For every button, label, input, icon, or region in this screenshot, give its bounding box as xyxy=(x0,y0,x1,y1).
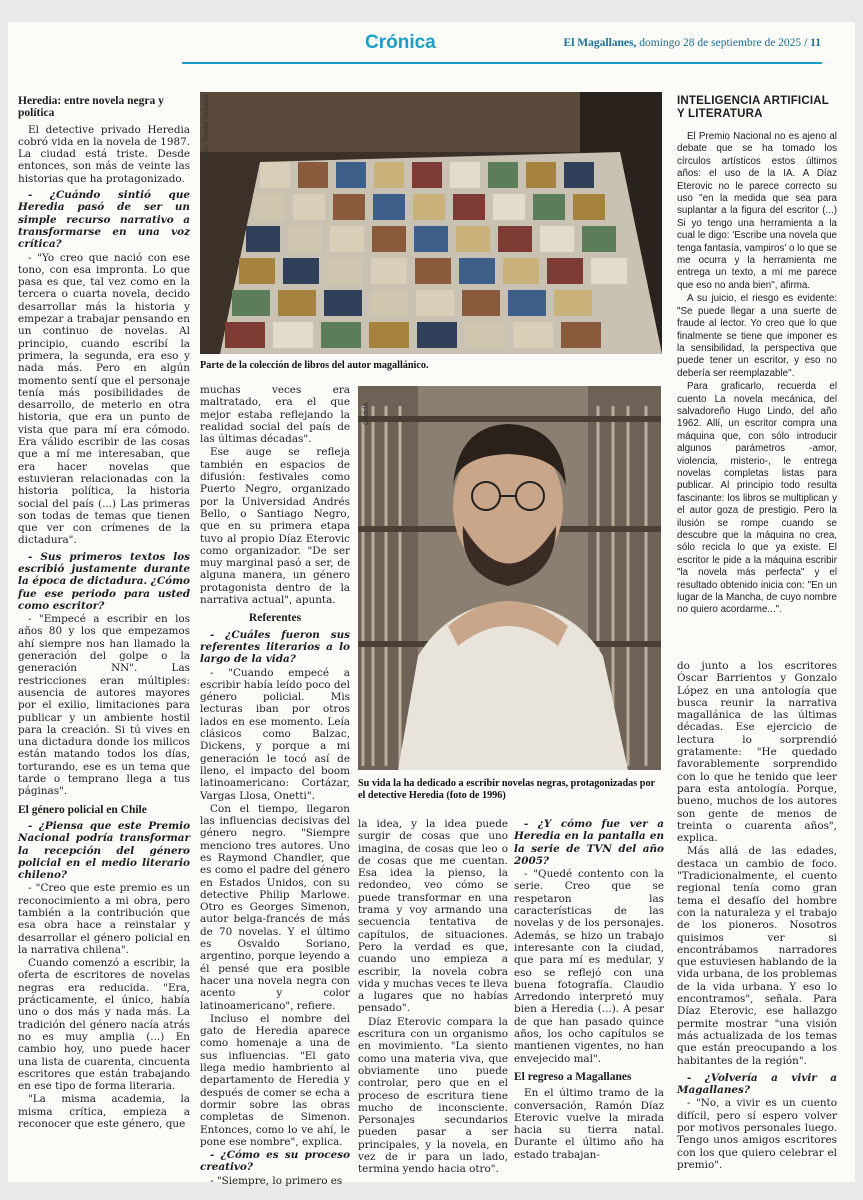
book-cover xyxy=(503,258,539,284)
paragraph: Cuando comenzó a escribir, la oferta de escritores de novelas negras era reducida. "Era, prácticamente, el único, había uno o dos más y nada más. La tradición del género nacía atrás no es muy amplia (...) En cambio hoy, uno puede hacer una lista de cuarenta, cincuenta escritores que están trabajando en ese tipo de forma literaria. xyxy=(18,957,190,1093)
book-cover xyxy=(462,290,500,316)
header-dateline xyxy=(564,37,821,49)
answer: - "No, a vivir es un cuento difícil, pero sí espero volver por motivos personales luego. Tengo unos amigos escritores con los que quiero celebrar el premio". xyxy=(677,1097,837,1171)
issue-date: domingo 28 de septiembre de 2025 xyxy=(639,37,802,49)
photo-credit: Cedida xyxy=(363,402,370,425)
paragraph: do junto a los escritores Óscar Barrientos y Gonzalo López en una antología que busca reunir la narrativa magallánica de las últimas décadas. Ese ejercicio de lectura lo sorprendió gratamente: "He quedado favorablemente sorprendido con lo que he tenido que leer para esta antología. Porque, bueno, muchos de los autores son gente de menos de treinta o cuarenta años", explica. xyxy=(677,660,837,845)
book-cover xyxy=(533,194,565,220)
subheading: Referentes xyxy=(248,612,302,625)
answer: - "Yo creo que nació con ese tono, con esa impronta. Lo que pasa es que, tal vez como en la tercera o cuarta novela, decido desarrollar más la historia y empezar a trabajar pensando en un continuo de novelas. Al principio, cuando escribí la primera, la segunda, era eso y nada más. Pero en algún momento sentí que el personaje tenía más posibilidades de desarrollo, de meterlo en otra historia, que era un punto de vista que para mí era cómodo. Era válido escribir de las cosas que a mí me interesaban, que era hacer novelas que estuvieran relacionadas con la historia política, la historia social del país (...) Las primeras son todas de temas que tienen que ver con crímenes de la dictadura". xyxy=(18,251,190,547)
book-cover xyxy=(412,162,442,188)
answer: - "Siempre, lo primero es xyxy=(210,1174,343,1187)
books-image xyxy=(200,92,662,354)
book-cover xyxy=(465,322,505,348)
page-number: / 11 xyxy=(804,37,821,49)
paragraph: la idea, y la idea puede surgir de cosas que uno imagina, de cosas que leo o de cosas que me cuentan. Esa idea la pienso, la redondeo, veo cómo se puede transformar en una trama y voy armando una secuencia tentativa de capítulos, de situaciones. Pero la verdad es que, cuando uno empieza a escribir, la novela cobra vida y muchas veces te lleva a lugares que no habías pensado". xyxy=(358,818,508,1015)
book-cover xyxy=(324,290,362,316)
paragraph: Ese auge se refleja también en espacios de difusión: festivales como Puerto Negro, organizado por la Universidad Andrés Bello, o Santiago Negro, que en su primera etapa tuvo al propio Díaz Eterovic como organizador. "De ser muy marginal pasó a ser, de alguna manera, un género protagonista dentro de la narrativa actual", apunta. xyxy=(200,446,350,607)
book-cover xyxy=(225,322,265,348)
subheading: El género policial en Chile xyxy=(18,803,147,816)
book-cover xyxy=(298,162,328,188)
paragraph: Más allá de las edades, destaca un cambio de foco. "Tradicionalmente, el cuento regional tenía como gran tema el desafío del hombre con la naturaleza y el trabajo de los pioneros. Nosotros quisimos ver si encontrábamos narradores que estuviesen hablando de la vida urbana, de los problemas de la vida urbana. Y eso lo encontramos", señala. Para Díaz Eterovic, ese hallazgo permite mostrar "una visión más actualizada de los temas que están preocupando a los habitantes de la región". xyxy=(677,845,837,1067)
book-cover xyxy=(416,290,454,316)
sidebar-title: INTELIGENCIA ARTIFICIAL Y LITERATURA xyxy=(677,95,829,120)
book-cover xyxy=(561,322,601,348)
answer: - "Cuando empecé a escribir había leído poco del género policial. Mis lecturas iban por otros lados en ese momento. Leía clásicos como Balzac, Dickens, y porque a mi generación le tocó así de lleno, el impacto del boom latinoamericano: Cortázar, Vargas Llosa, Onetti". xyxy=(200,666,350,802)
column-4 xyxy=(514,818,664,1162)
book-cover xyxy=(330,226,364,252)
book-cover xyxy=(370,290,408,316)
book-cover xyxy=(488,162,518,188)
book-cover xyxy=(413,194,445,220)
portrait-image xyxy=(358,386,661,770)
column-5 xyxy=(677,660,837,1172)
book-cover xyxy=(573,194,605,220)
question: - ¿Cuáles fueron sus referentes literarios a lo largo de la vida? xyxy=(200,628,350,666)
paragraph: A su juicio, el riesgo es evidente: "Se puede llegar a una suerte de fraude al lector. Yo creo que lo que finalmente se tiene que imponer es la sensibilidad, la perspectiva que puede tener un escritor, y eso no debería ser reemplazable". xyxy=(677,293,837,379)
answer: - "Quedé contento con la serie. Creo que se respetaron las características de las novelas y de los personajes. Además, se hizo un trabajo interesante con la ciudad, que para mí es medular, y eso se reflejó con una buena fotografía. Claudio Arredondo interpretó muy bien a Heredia (...). A pesar de que han pasado quince años, los ocho capítulos se mantienen vigentes, no han envejecido mal". xyxy=(514,868,664,1065)
book-cover xyxy=(283,258,319,284)
book-cover xyxy=(373,194,405,220)
subheading: El regreso a Magallanes xyxy=(514,1070,632,1083)
portrait-caption: Su vida la ha dedicado a escribir novelas negras, protagonizadas por el detective Heredia (foto de 1996) xyxy=(358,778,655,801)
paragraph: muchas veces era maltratado, era el que mejor estaba reflejando la realidad social del país de las últimas décadas". xyxy=(200,384,350,446)
book-cover xyxy=(293,194,325,220)
book-cover xyxy=(232,290,270,316)
paragraph: "La misma academia, la misma crítica, empieza a reconocer que este género, que xyxy=(18,1093,190,1131)
book-cover xyxy=(513,322,553,348)
book-cover xyxy=(260,162,290,188)
book-cover xyxy=(582,226,616,252)
book-cover xyxy=(417,322,457,348)
books-caption: Parte de la colección de libros del autor magallánico. xyxy=(200,360,429,371)
answer: - "Empecé a escribir en los años 80 y los que empezamos ahí siempre nos han llamado la generación del golpe o la generación NN". Las restricciones eran múltiples: ausencia de autores mayores por el exilio, limitaciones para publicar y un ambiente hostil para la creación. Si tú vives en una dictadura donde los milicos están matando todos los días, torturando, ese es un tema que tarde o temprano llega a tus páginas". xyxy=(18,613,190,798)
book-cover xyxy=(327,258,363,284)
paragraph: Para graficarlo, recuerda el cuento La novela mecánica, del salvadoreño Hugo Lindo, del año 1962. Allí, un escritor compra una máquina que, con sólo introducir algunos parámetros -amor, violencia, misterio-, le entrega novelas completas listas para publicar. Al principio todo resulta fascinante: los libros se multiplican y el autor goza de prestigio. Pero la ilusión se rompe cuando se descubre que la máquina no crea, sólo recicla lo que ya existe. El escritor le pide a la máquina escribir "la novela más perfecta" y el resultado obtenido inicia con: "En un lugar de la Mancha, de cuyo nombre no quiero acordarme...". xyxy=(677,381,837,616)
column-3 xyxy=(358,818,508,1177)
book-cover xyxy=(453,194,485,220)
book-cover xyxy=(333,194,365,220)
paper-name: El Magallanes, xyxy=(563,37,637,49)
header-rule xyxy=(182,62,822,64)
question: - Sus primeros textos los escribió justamente durante la época de dictadura. ¿Cómo fue ese periodo para usted como escritor? xyxy=(18,550,190,612)
book-cover xyxy=(278,290,316,316)
book-cover xyxy=(498,226,532,252)
book-cover xyxy=(371,258,407,284)
book-cover xyxy=(374,162,404,188)
book-cover xyxy=(288,226,322,252)
question: - ¿Piensa que este Premio Nacional podría transformar la recepción del género policial en el medio literario chileno? xyxy=(18,819,190,882)
book-cover xyxy=(564,162,594,188)
book-cover xyxy=(508,290,546,316)
book-cover xyxy=(493,194,525,220)
book-cover xyxy=(246,226,280,252)
column-2 xyxy=(200,384,350,1188)
question: - ¿Cómo es su proceso creativo? xyxy=(200,1149,350,1174)
book-cover xyxy=(336,162,366,188)
book-cover xyxy=(591,258,627,284)
book-cover xyxy=(369,322,409,348)
book-cover xyxy=(526,162,556,188)
paragraph: Díaz Eterovic compara la escritura con un organismo en movimiento. "La siento como una materia viva, que obviamente uno puede controlar, pero que en el proceso de escritura tiene mucho de inconsciente. Personajes secundarios pueden pasar a ser principales, y la novela, en vez de ir para un lado, termina yendo hacia otro". xyxy=(358,1015,508,1176)
book-cover xyxy=(415,258,451,284)
question: - ¿Y cómo fue ver a Heredia en la pantalla en la serie de TVN del año 2005? xyxy=(514,818,664,867)
paragraph: El Premio Nacional no es ajeno al debate que se ha tomado los círculos artísticos estos últimos años: el uso de la IA. A Díaz Eterovic no le parece correcto su uso "en la medida que sea para suplantar a la figura del escritor (...) Si yo tengo una herramienta a la cual le digo: 'Escribe una novela que tenga fantasía, vampiros' o lo que se me ocurra y la herramienta me entrega un texto, a mí me parece que eso no anda bien", afirma. xyxy=(677,131,837,291)
book-cover xyxy=(253,194,285,220)
book-cover xyxy=(273,322,313,348)
portrait-photo xyxy=(358,386,661,770)
book-cover xyxy=(554,290,592,316)
book-cover xyxy=(414,226,448,252)
paragraph: En el último tramo de la conversación, Ramón Díaz Eterovic vuelve la mirada hacia su tierra natal. Durante el último año ha estado trabajan- xyxy=(514,1087,664,1161)
paragraph: El detective privado Heredia cobró vida en la novela de 1987. La ciudad está triste. Desde entonces, son más de veinte las historias que ha protagonizado. xyxy=(18,123,190,185)
book-cover xyxy=(321,322,361,348)
paragraph: Incluso el nombre del gato de Heredia aparece como homenaje a una de sus influencias. "El gato llega medio hambriento al departamento de Heredia y después de comer se echa a dormir sobre las obras completas de Simenon. Entonces, como lo ve ahí, le pone ese nombre", explica. xyxy=(200,1012,350,1148)
photo-credit: Foto: Tomás Ferrada xyxy=(203,95,210,160)
book-cover xyxy=(547,258,583,284)
paragraph: Con el tiempo, llegaron las influencias decisivas del género negro. "Siempre menciono tres autores. Uno es Raymond Chandler, que es como el padre del género en Estados Unidos, con su detective Philip Marlowe. Otro es Georges Simenon, autor belga-francés de más de 70 novelas. Y el último es Osvaldo Soriano, argentino, porque leyendo a él pensé que era posible hacer una novela negra con acento y color latinoamericano", refiere. xyxy=(200,802,350,1012)
sidebar-ai xyxy=(677,95,837,618)
book-cover xyxy=(456,226,490,252)
section-title: Crónica xyxy=(365,32,436,53)
book-cover xyxy=(372,226,406,252)
question: - ¿Volvería a vivir a Magallanes? xyxy=(677,1071,837,1097)
article-title: Heredia: entre novela negra y política xyxy=(18,95,164,120)
question: - ¿Cuándo sintió que Heredia pasó de ser un simple recurso narrativo a transformarse en una voz crítica? xyxy=(18,189,190,251)
book-cover xyxy=(450,162,480,188)
column-1 xyxy=(18,95,190,1131)
book-cover xyxy=(459,258,495,284)
books-photo xyxy=(200,92,662,354)
book-cover xyxy=(239,258,275,284)
book-cover xyxy=(540,226,574,252)
answer: - "Creo que este premio es un reconocimiento a mi obra, pero también a la contribución que esa obra hace a reinstalar y desarrollar el género policial en la narrativa chilena". xyxy=(18,882,190,956)
